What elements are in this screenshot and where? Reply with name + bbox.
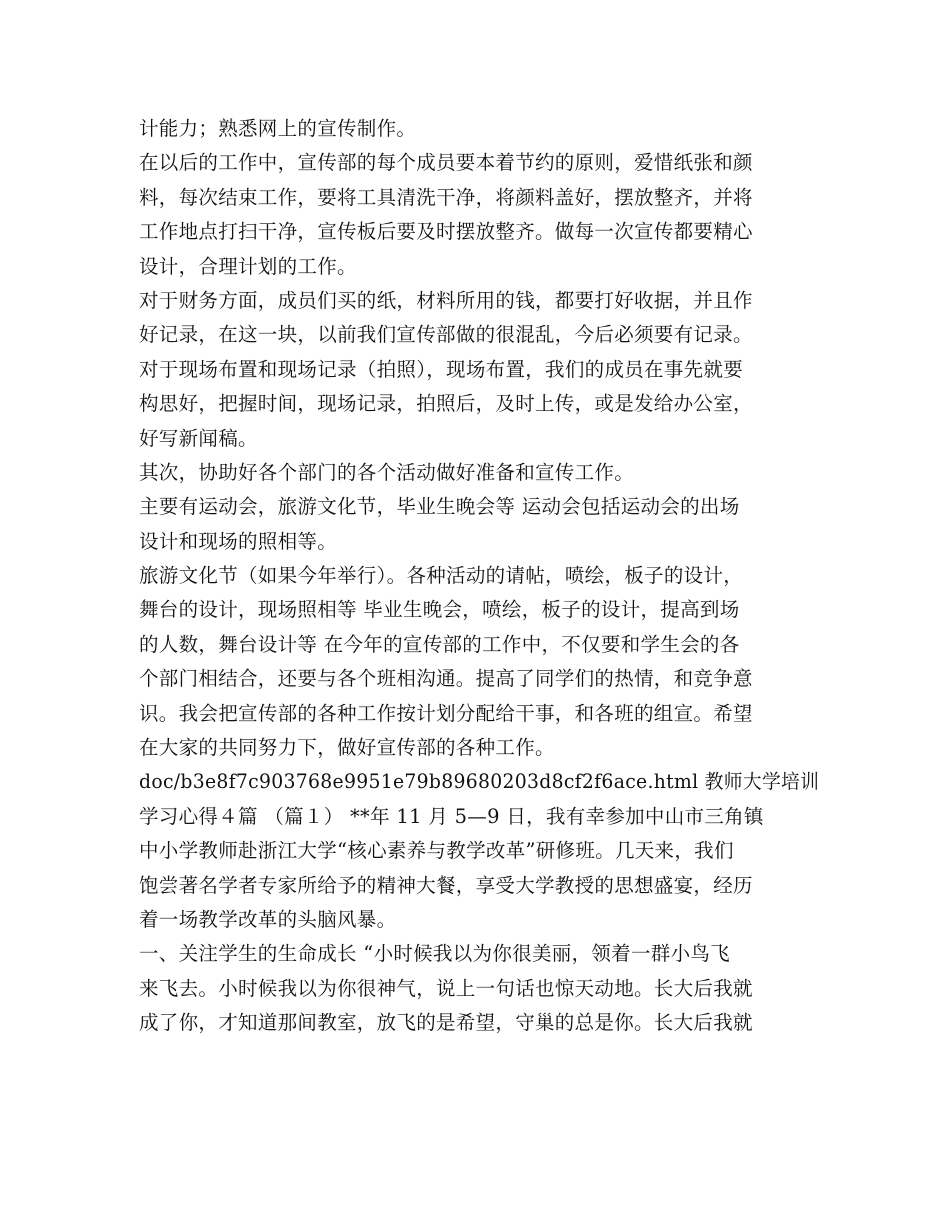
text-line: 学习心得４篇 （篇１） **年 11 月 5—9 日，我有幸参加中山市三角镇 [139,804,764,828]
text-line: 工作地点打扫干净，宣传板后要及时摆放整齐。做每一次宣传都要精心 [139,220,753,244]
text-line: 着一场教学改革的头脑风暴。 [139,907,397,931]
text-line: 料，每次结束工作，要将工具清洗干净，将颜料盖好，摆放整齐，并将 [139,185,753,209]
text-line: 构思好，把握时间，现场记录，拍照后，及时上传，或是发给办公室， [139,392,753,416]
text-line: 其次，协助好各个部门的各个活动做好准备和宣传工作。 [139,460,635,484]
text-line: 对于财务方面，成员们买的纸，材料所用的钱，都要打好收据，并且作 [139,288,753,312]
text-line: 的人数，舞台设计等 在今年的宣传部的工作中，不仅要和学生会的各 [139,632,740,656]
text-line: 在大家的共同努力下，做好宣传部的各种工作。 [139,736,555,760]
text-line: 设计和现场的照相等。 [139,529,338,553]
text-line: 中小学教师赴浙江大学“核心素养与教学改革”研修班。几天来，我们 [139,839,734,863]
text-line: 计能力；熟悉网上的宣传制作。 [139,117,417,140]
text-line: 对于现场布置和现场记录（拍照），现场布置，我们的成员在事先就要 [139,357,744,381]
text-line: 在以后的工作中，宣传部的每个成员要本着节约的原则，爱惜纸张和颜 [139,151,753,175]
text-line: 一、关注学生的生命成长 “小时候我以为你很美丽，领着一群小鸟飞 [139,942,730,966]
text-line: 旅游文化节（如果今年举行）。各种活动的请帖，喷绘，板子的设计， [139,564,744,588]
text-line: 好写新闻稿。 [139,426,258,450]
text-line: 个部门相结合，还要与各个班相沟通。提高了同学们的热情，和竞争意 [139,667,753,691]
text-line: 好记录，在这一块，以前我们宣传部做的很混乱，今后必须要有记录。 [139,323,753,347]
text-line: 设计，合理计划的工作。 [139,254,357,278]
text-line: 来飞去。小时候我以为你很神气，说上一句话也惊天动地。长大后我就 [139,976,753,1000]
text-line: 饱尝著名学者专家所给予的精神大餐，享受大学教授的思想盛宴，经历 [139,873,753,897]
text-line: doc/b3e8f7c903768e9951e79b89680203d8cf2f6ace.html 教师大学培训 [139,770,820,794]
text-line: 舞台的设计，现场照相等 毕业生晚会，喷绘，板子的设计，提高到场 [139,598,740,622]
text-line: 成了你，才知道那间教室，放飞的是希望，守巢的总是你。长大后我就 [139,1011,753,1035]
text-line: 主要有运动会，旅游文化节，毕业生晚会等 运动会包括运动会的出场 [139,495,740,519]
document-body-text [139,112,819,1041]
text-line: 识。我会把宣传部的各种工作按计划分配给干事，和各班的组宣。希望 [139,701,753,725]
